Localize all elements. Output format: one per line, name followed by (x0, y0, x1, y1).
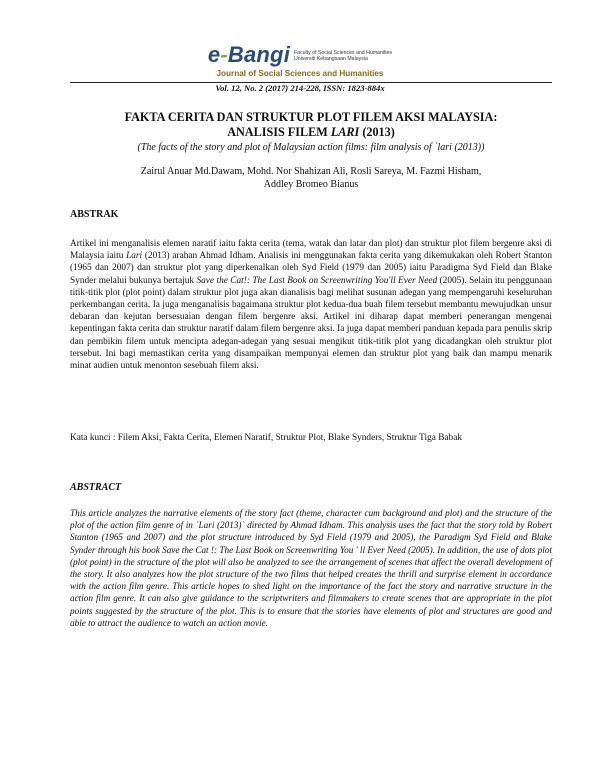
title-line-2-prefix: ANALISIS FILEM (227, 125, 331, 139)
abstract-heading: ABSTRACT (70, 482, 122, 493)
logo-subtitle (294, 50, 392, 66)
abstrak-heading: ABSTRAK (70, 209, 119, 220)
authors-line-1: Zairul Anuar Md.Dawam, Mohd. Nor Shahizan Ali, Rosli Sareya, M. Fazmi Hisham, (140, 166, 482, 177)
keywords: Kata kunci : Filem Aksi, Fakta Cerita, Elemen Naratif, Struktur Plot, Blake Synders, Struktur Tiga Babak (70, 433, 462, 443)
logo-faculty: Faculty of Social Sciences and Humanities (294, 50, 393, 56)
volume-issue-line: Vol. 12, No. 2 (2017) 214-228, ISSN: 1823-884x (215, 83, 385, 93)
title-film-name: LARI (330, 125, 360, 139)
title-line-1: FAKTA CERITA DAN STRUKTUR PLOT FILEM AKSI MALAYSIA: (124, 110, 498, 124)
logo-university: Universiti Kebangsaan Malaysia (294, 56, 368, 62)
logo-wordmark: e-Bangi (207, 42, 291, 67)
author-list (105, 166, 517, 191)
article-subtitle: (The facts of the story and plot of Malaysian action films: film analysis of `lari (2013)) (137, 142, 485, 153)
journal-logo (208, 44, 392, 66)
authors-line-2: Addley Bromeo Bianus (263, 178, 359, 190)
journal-name: Journal of Social Sciences and Humanities (216, 69, 384, 78)
journal-masthead (0, 44, 600, 78)
abstrak-body: Artikel ini menganalisis elemen naratif iaitu fakta cerita (tema, watak dan latar dan plot) dan struktur plot filem bergenre aksi di Malaysia iaitu Lari (2013) arahan Ahmad Idham. Analisis ini menggunakan fakta cerita yang dikemukakan oleh Robert Stanton (1965 dan 2007) dan struktur plot yang diperkenalkan oleh Syd Field (1979 dan 2005) iaitu Paradigma Syd Field dan Blake Synder melalui bukunya bertajuk Save the Cat!: The Last Book on Screenwriting You'll Ever Need (2005). Selain itu penggunaan titik-titik plot (plot point) dalam struktur plot juga akan dianalisis bagi melihat susunan adegan yang mempengaruhi keseluruhan perkembangan cerita. Ia juga menganalisis bagaimana struktur plot kedua-dua buah filem tersebut membantu mewujudkan unsur debaran dan kejutan bersesuaian dengan filem bergenre aksi. Artikel ini diharap dapat memberi penerangan mengenai kepentingan fakta cerita dan struktur naratif dalam filem bergenre aksi. Ia juga dapat memberi panduan kepada para penulis skrip dan pembikin filem untuk mencipta adegan-adegan yang sesuai mengikut titik-titik plot yang dicadangkan oleh struktur plot tersebut. Ini bagi memastikan cerita yang disampaikan mempunyai elemen dan struktur plot yang baik dan mampu menarik minat audien untuk menonton sesebuah filem aksi. (70, 239, 552, 372)
article-title (70, 110, 552, 140)
title-line-2-suffix: (2013) (359, 125, 395, 139)
abstract-body: This article analyzes the narrative elements of the story fact (theme, character cum background and plot) and the structure of the plot of the action film genre of in `Lari (2013)` directed by Ahmad Idham. This analysis uses the fact that the story told by Robert Stanton (1965 and 2007) and the plot structure introduced by Syd Field (1979 and 2005), the Paradigm Syd Field and Blake Synder through his book Save the Cat !: The Last Book on Screenwriting You ' ll Ever Need (2005). In addition, the use of dots plot (plot point) in the structure of the plot will also be analyzed to see the arrangement of scenes that affect the overall development of the story. It also analyzes how the plot structure of the two films that helped creates the thrill and surprise element in accordance with the action film genre. This article hopes to shed light on the importance of the fact the story and narrative structure in the action film genre. It can also give guidance to the scriptwriters and filmmakers to create scenes that are appropriate in the plot points suggested by the structure of the plot. This is to ensure that the stories have elements of plot and structures are good and able to attract the audience to watch an action movie. (70, 508, 552, 628)
